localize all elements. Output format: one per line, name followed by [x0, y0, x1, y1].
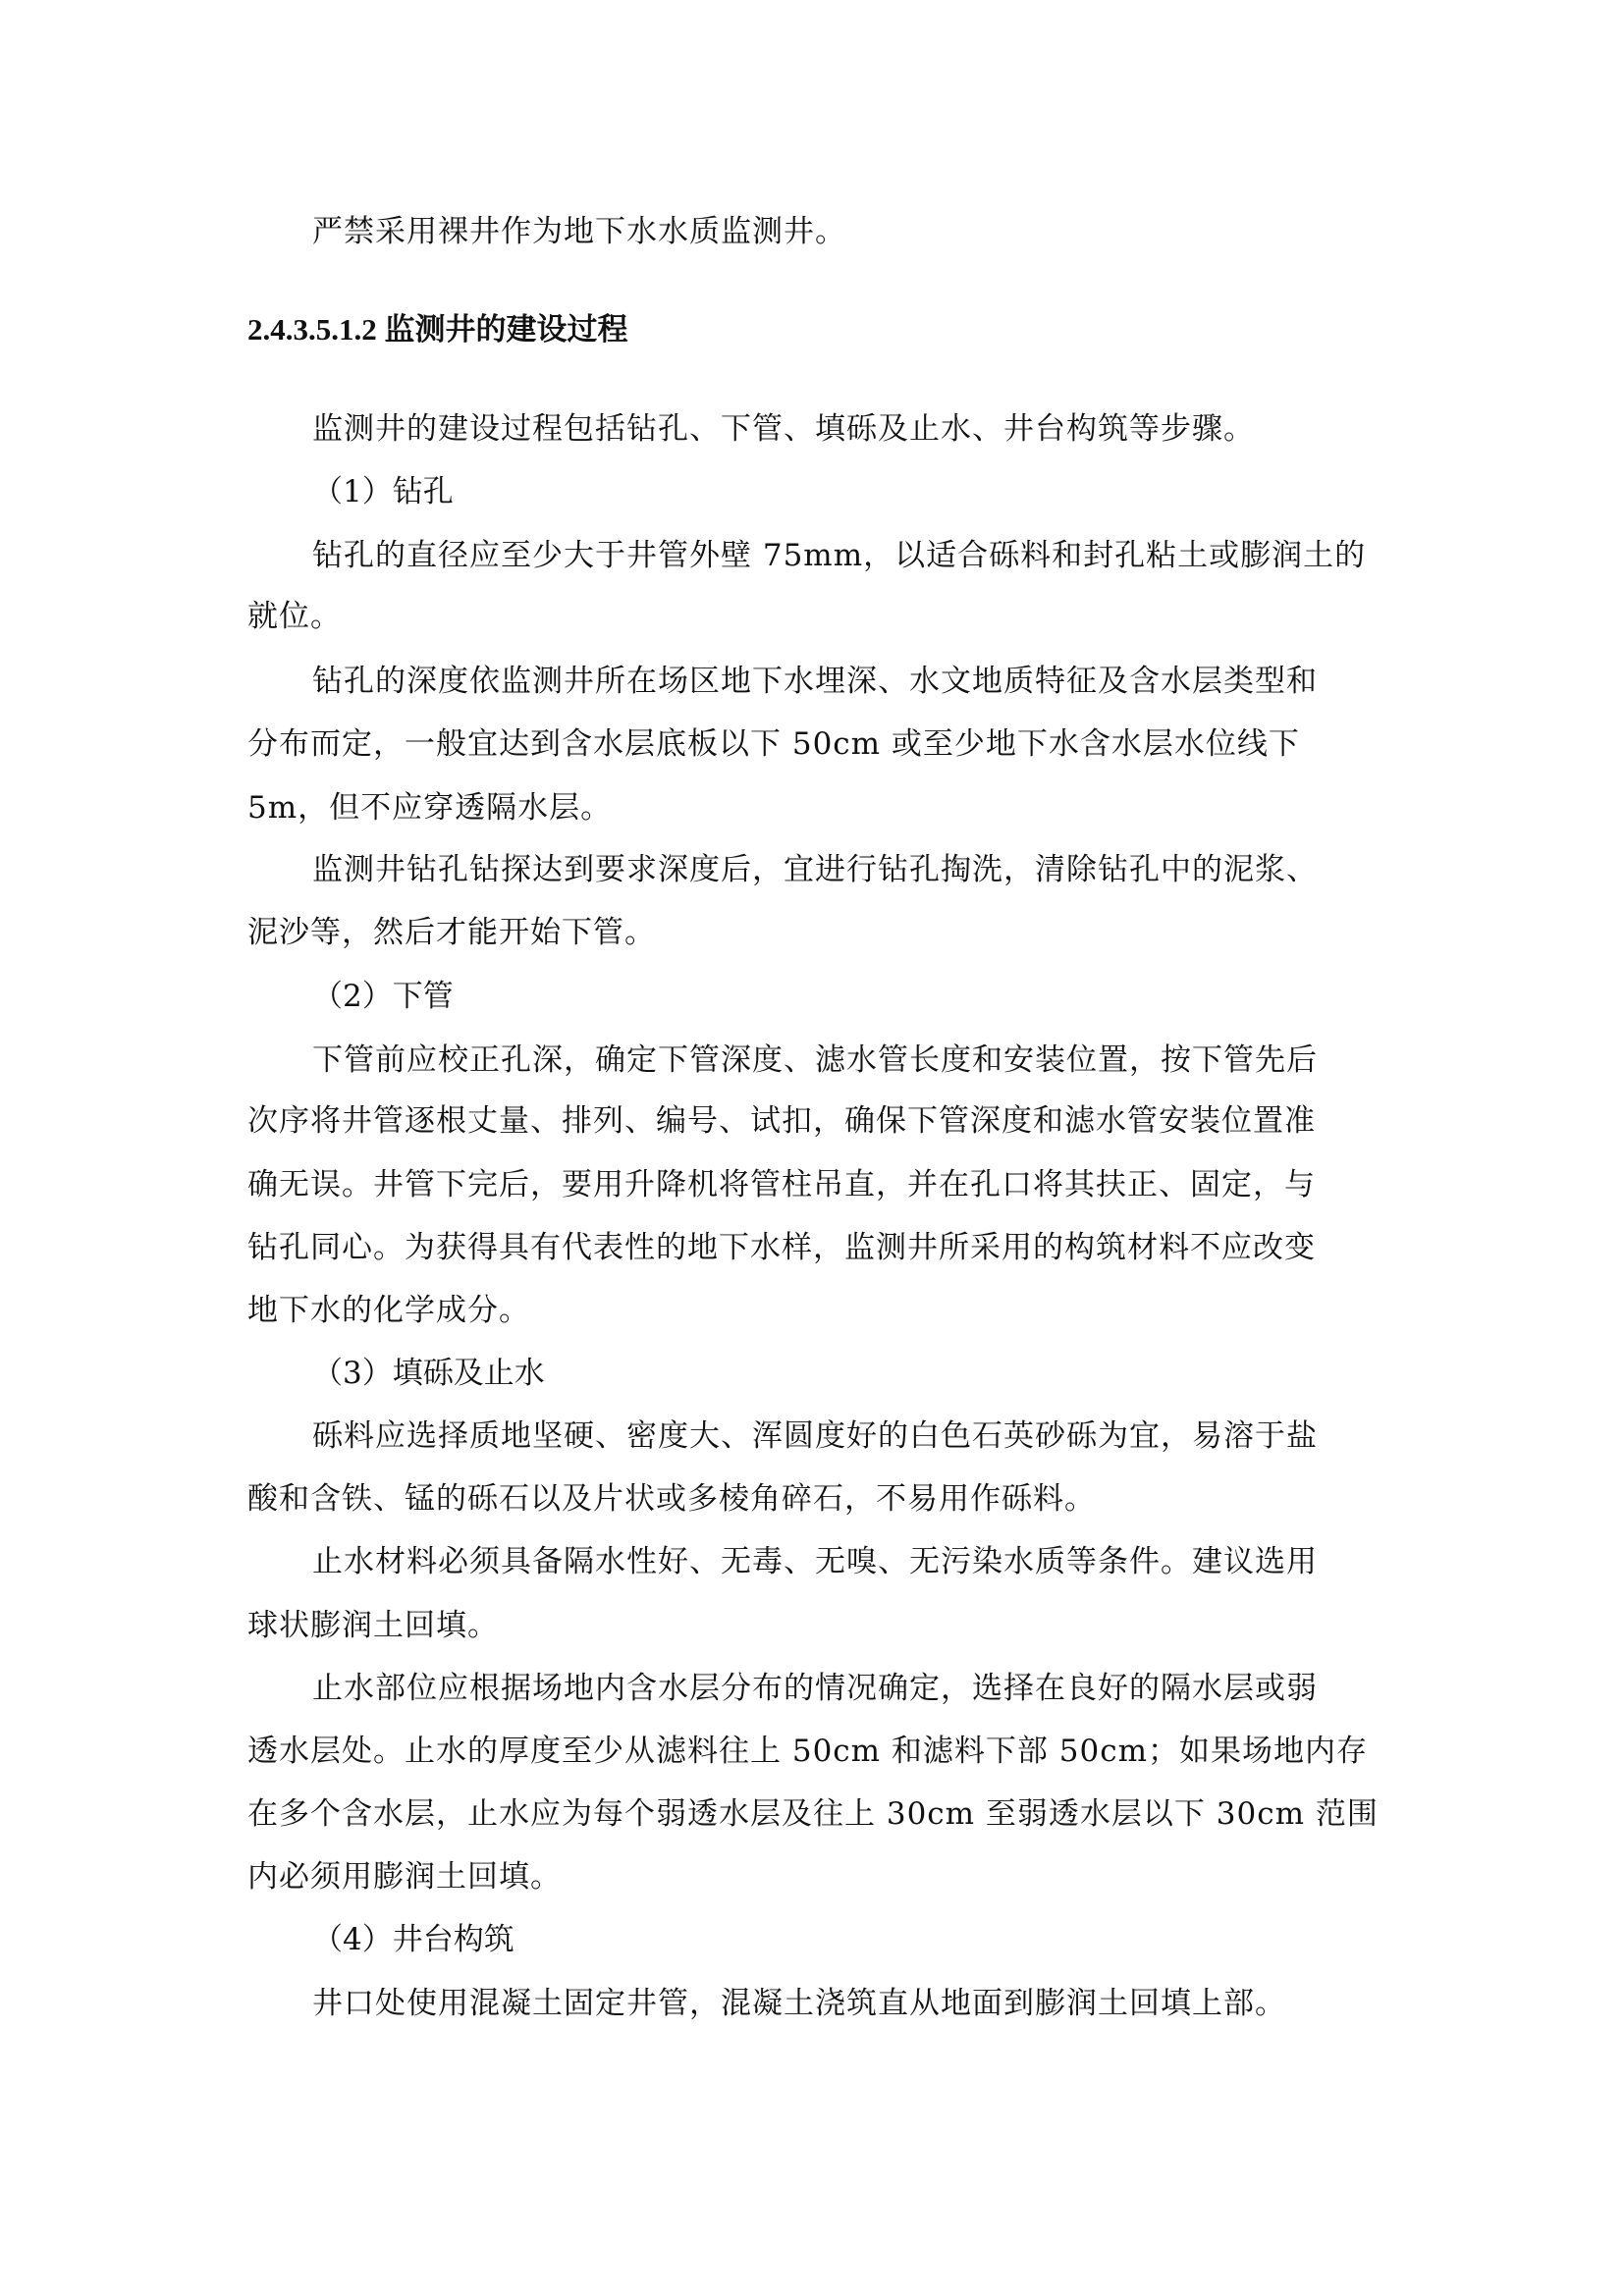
step-3-paragraph-3-line-2: 透水层处。止水的厚度至少从滤料往上 50cm 和滤料下部 50cm；如果场地内存 — [247, 1734, 1368, 1769]
step-4-paragraph-1-line-1: 井口处使用混凝土固定井管，混凝土浇筑直从地面到膨润土回填上部。 — [312, 1986, 1286, 2021]
step-1-paragraph-2-line-1: 钻孔的深度依监测井所在场区地下水埋深、水文地质特征及含水层类型和 — [312, 664, 1318, 699]
step-4-title: （4）井台构筑 — [312, 1922, 514, 1957]
step-3-paragraph-2-line-2: 球状膨润土回填。 — [247, 1608, 499, 1643]
step-2-paragraph-1-line-4: 钻孔同心。为获得具有代表性的地下水样，监测井所采用的构筑材料不应改变 — [247, 1230, 1316, 1265]
step-3-paragraph-2-line-1: 止水材料必须具备隔水性好、无毒、无嗅、无污染水质等条件。建议选用 — [312, 1544, 1318, 1579]
paragraph-prohibit: 严禁采用裸井作为地下水水质监测井。 — [312, 214, 846, 249]
step-1-paragraph-3-line-2: 泥沙等，然后才能开始下管。 — [247, 915, 656, 950]
step-2-paragraph-1-line-1: 下管前应校正孔深，确定下管深度、滤水管长度和安装位置，按下管先后 — [312, 1042, 1318, 1078]
step-3-paragraph-3-line-1: 止水部位应根据场地内含水层分布的情况确定，选择在良好的隔水层或弱 — [312, 1671, 1318, 1706]
step-3-title: （3）填砾及止水 — [312, 1356, 545, 1391]
step-1-paragraph-1-line-2: 就位。 — [247, 599, 342, 634]
step-2-paragraph-1-line-2: 次序将井管逐根丈量、排列、编号、试扣，确保下管深度和滤水管安装位置准 — [247, 1103, 1316, 1139]
step-1-title: （1）钻孔 — [312, 474, 454, 509]
step-3-paragraph-1-line-1: 砾料应选择质地坚硬、密度大、浑圆度好的白色石英砂砾为宜，易溶于盐 — [312, 1418, 1318, 1454]
step-2-title: （2）下管 — [312, 979, 454, 1014]
step-3-paragraph-1-line-2: 酸和含铁、锰的砾石以及片状或多棱角碎石，不易用作砾料。 — [247, 1481, 1096, 1517]
section-heading: 2.4.3.5.1.2 监测井的建设过程 — [247, 312, 628, 347]
step-1-paragraph-2-line-2: 分布而定，一般宜达到含水层底板以下 50cm 或至少地下水含水层水位线下 — [247, 726, 1300, 762]
step-2-paragraph-1-line-5: 地下水的化学成分。 — [247, 1293, 530, 1328]
step-3-paragraph-3-line-3: 在多个含水层，止水应为每个弱透水层及往上 30cm 至弱透水层以下 30cm 范围 — [247, 1796, 1379, 1832]
step-1-paragraph-1-line-1: 钻孔的直径应至少大于井管外壁 75mm，以适合砾料和封孔粘土或膨润土的 — [312, 538, 1367, 573]
step-3-paragraph-3-line-4: 内必须用膨润土回填。 — [247, 1859, 562, 1895]
step-1-paragraph-2-line-3: 5m，但不应穿透隔水层。 — [247, 790, 613, 826]
paragraph-intro: 监测井的建设过程包括钻孔、下管、填砾及止水、井台构筑等步骤。 — [312, 411, 1255, 447]
step-2-paragraph-1-line-3: 确无误。井管下完后，要用升降机将管柱吊直，并在孔口将其扶正、固定，与 — [247, 1167, 1316, 1202]
step-1-paragraph-3-line-1: 监测井钻孔钻探达到要求深度后，宜进行钻孔掏洗，清除钻孔中的泥浆、 — [312, 852, 1318, 887]
